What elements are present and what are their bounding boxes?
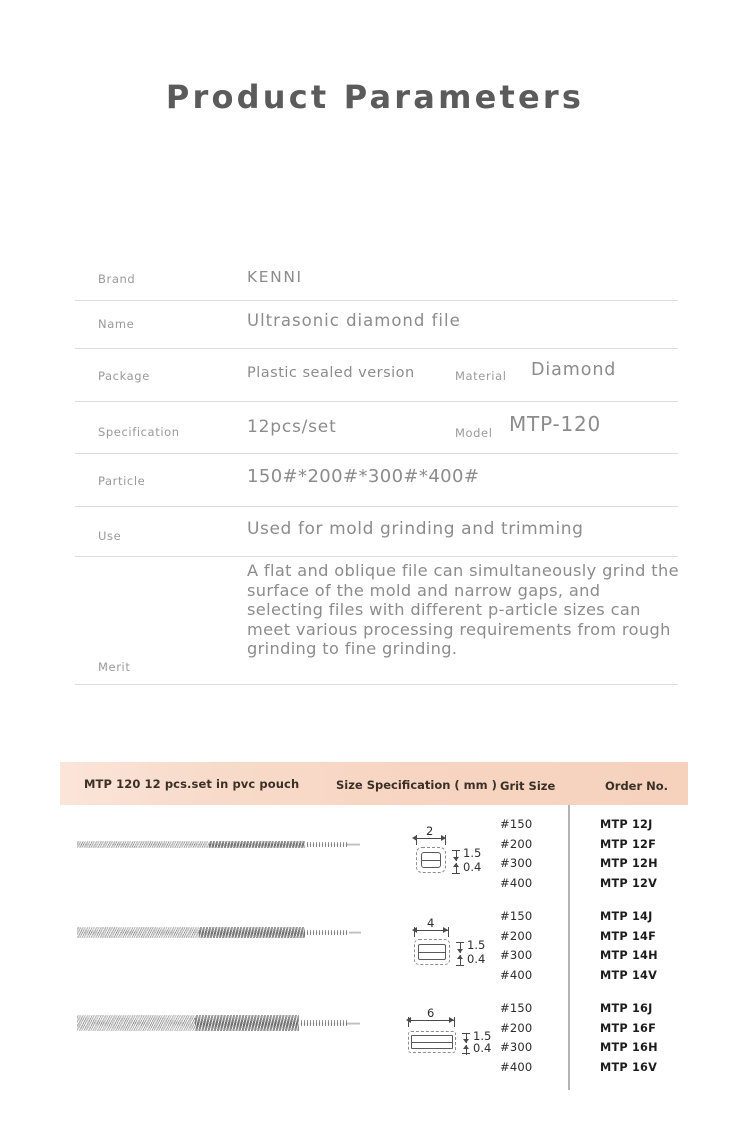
dimension-width-label: 4 — [427, 916, 435, 930]
grit-value: #400 — [500, 967, 533, 982]
spec-label-brand: Brand — [98, 272, 136, 286]
grit-value: #400 — [500, 875, 533, 890]
dimension-width-label: 2 — [426, 824, 434, 838]
grit-value: #300 — [500, 856, 533, 870]
spec-row-specification — [75, 402, 678, 454]
order-specification-table — [60, 762, 688, 1081]
grit-value: #150 — [500, 1001, 533, 1015]
order-header-grit: Grit Size — [500, 779, 556, 793]
spec-value-merit: A flat and oblique file can simultaneously grind the surface of the mold and narrow gaps, and selecting files with different p-article sizes can meet various processing requirements from rough grinding to fine grinding. — [247, 561, 679, 659]
spec-value-model: MTP-120 — [509, 412, 602, 436]
grit-value: #200 — [500, 1020, 533, 1035]
dimension-thickness-label: 0.4 — [467, 952, 486, 966]
grit-value: #400 — [500, 1059, 533, 1074]
spec-row-package — [75, 349, 678, 402]
spec-value-name: Ultrasonic diamond file — [247, 311, 461, 330]
grit-value: #150 — [500, 909, 533, 923]
spec-label-specification: Specification — [98, 425, 180, 439]
order-value: MTP 14J — [600, 910, 653, 923]
spec-label-model: Model — [455, 426, 493, 440]
order-value: MTP 12J — [600, 818, 653, 831]
grit-value: #200 — [500, 836, 533, 851]
spec-row-brand — [75, 258, 678, 301]
table-row — [60, 805, 688, 897]
order-value: MTP 14F — [600, 929, 656, 943]
order-value: MTP 12H — [600, 857, 658, 870]
grit-value: #150 — [500, 817, 533, 831]
spec-label-particle: Particle — [98, 474, 146, 488]
spec-label-use: Use — [98, 529, 122, 543]
spec-label-material: Material — [455, 369, 507, 383]
dimension-thickness-label: 0.4 — [473, 1041, 492, 1055]
order-value: MTP 16V — [600, 1060, 658, 1074]
order-header-order-no: Order No. — [605, 779, 669, 793]
grit-size-cell — [500, 907, 532, 985]
spec-row-particle — [75, 454, 678, 507]
order-value: MTP 12V — [600, 876, 658, 890]
grit-value: #200 — [500, 928, 533, 943]
order-no-cell — [600, 907, 658, 985]
spec-value-package: Plastic sealed version — [247, 365, 415, 381]
order-value: MTP 16H — [600, 1041, 658, 1054]
dimension-thickness-label: 0.4 — [463, 860, 482, 874]
spec-value-particle: 150#*200#*300#*400# — [247, 466, 480, 487]
order-value: MTP 14V — [600, 968, 658, 982]
spec-row-name — [75, 301, 678, 349]
grit-size-cell — [500, 999, 532, 1077]
order-value: MTP 16J — [600, 1002, 653, 1015]
order-no-cell — [600, 999, 658, 1077]
order-value: MTP 16F — [600, 1021, 656, 1035]
order-header-size: Size Specification ( mm ) — [336, 778, 497, 792]
product-parameters-list — [75, 258, 678, 685]
grit-size-cell — [500, 815, 532, 893]
order-value: MTP 12F — [600, 837, 656, 851]
spec-row-merit — [75, 557, 678, 685]
spec-value-specification: 12pcs/set — [247, 417, 337, 437]
spec-label-merit: Merit — [98, 660, 131, 674]
grit-value: #300 — [500, 1040, 533, 1054]
order-no-cell — [600, 815, 658, 893]
spec-value-material: Diamond — [531, 360, 617, 380]
dimension-height-label: 1.5 — [473, 1029, 492, 1043]
spec-value-brand: KENNI — [247, 268, 303, 286]
spec-label-name: Name — [98, 317, 135, 331]
order-table-header — [60, 762, 688, 805]
table-row — [60, 989, 688, 1081]
order-header-package: MTP 120 12 pcs.set in pvc pouch — [84, 777, 300, 791]
dimension-width-label: 6 — [427, 1006, 435, 1020]
page-title: Product Parameters — [165, 78, 585, 116]
spec-label-package: Package — [98, 369, 150, 383]
dimension-height-label: 1.5 — [463, 846, 482, 860]
spec-value-use: Used for mold grinding and trimming — [247, 519, 584, 539]
dimension-height-label: 1.5 — [467, 938, 486, 952]
order-value: MTP 14H — [600, 949, 658, 962]
table-row — [60, 897, 688, 989]
grit-value: #300 — [500, 948, 533, 962]
spec-row-use — [75, 507, 678, 557]
